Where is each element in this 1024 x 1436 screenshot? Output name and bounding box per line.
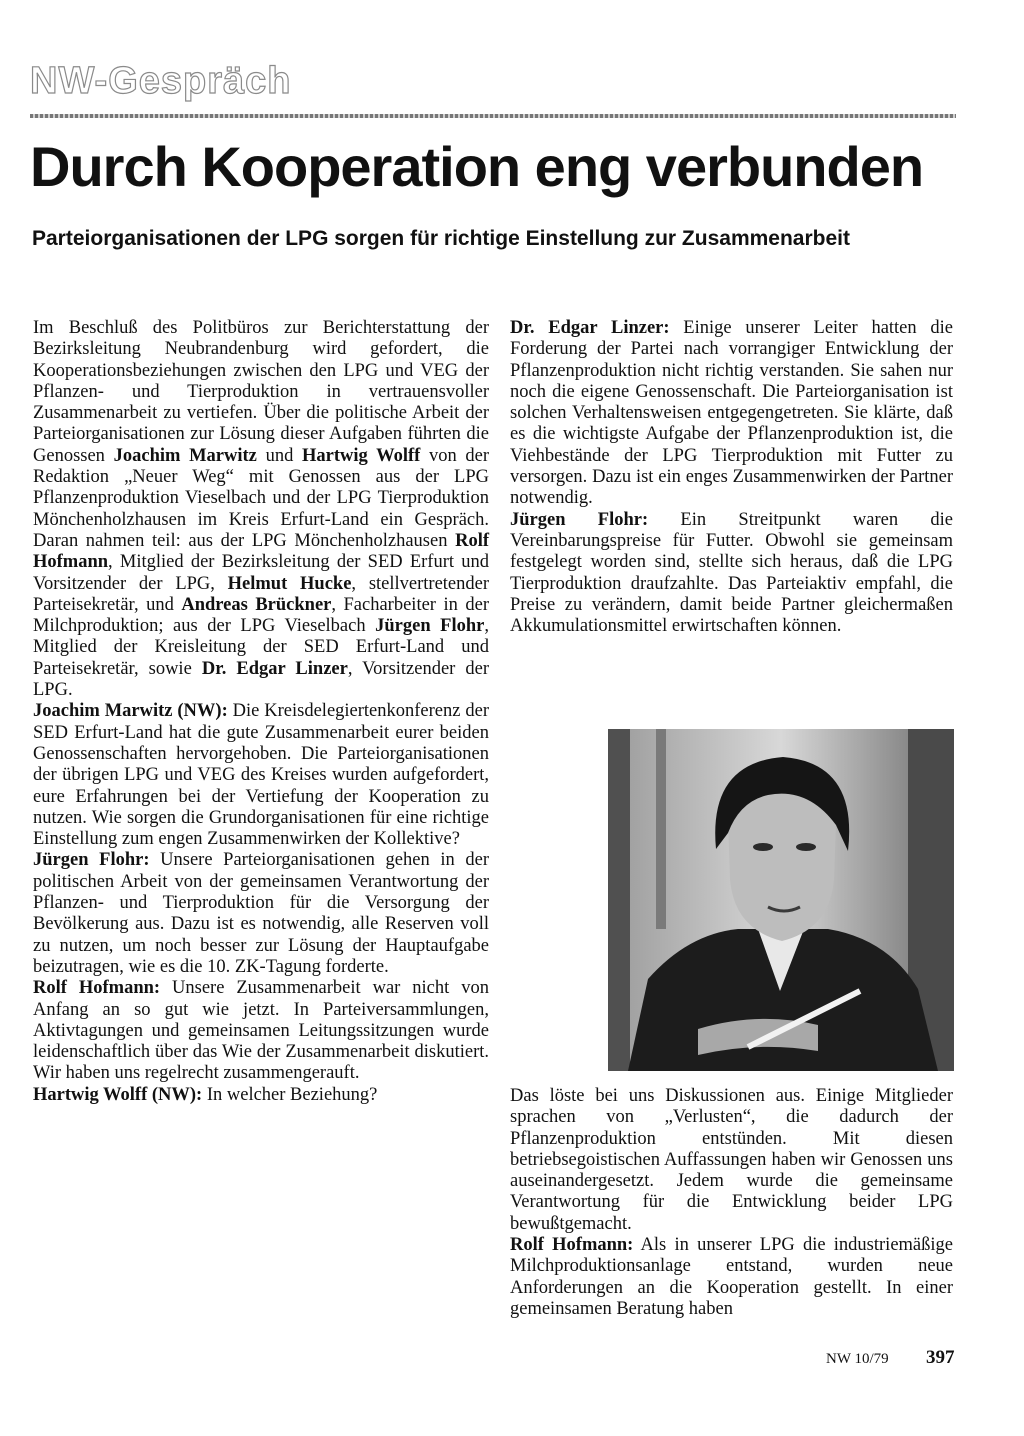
speaker-name: Hartwig Wolff (NW): xyxy=(33,1084,203,1105)
intro-text: von der Redaktion „Neuer Weg“ mit Genossen aus der LPG Pflanzenproduktion Vieselbach und der LPG Tierproduktion Mönchenholzhausen im Kreis Erfurt-Land ein Gespräch. Daran nahmen teil: aus der LPG Mönchenholzhausen xyxy=(33,445,489,551)
speaker-name: Joachim Marwitz (NW): xyxy=(33,701,228,722)
paragraph-text: Einige unserer Leiter hatten die Forderung der Partei nach vorrangiger Entwicklung der Pflanzenproduktion nicht richtig verstanden. Sie sahen nur noch die eigene Genossenschaft. Die Parteiorganisation ist solchen Verhaltensweisen entgegengetreten. Sie klärte, daß es die wichtigste Aufgabe der Pflanzenproduktion ist, die Viehbestände der LPG Tierproduktion mit Futter zu versorgen. Dazu ist ein enges Zusammenwirken der Partner notwendig. xyxy=(510,318,953,509)
paragraph-text: Unsere Parteiorganisationen gehen in der politischen Arbeit von der gemeinsamen Verantwortung der Pflanzen- und Tierproduktion für die Versorgung der Bevölkerung aus. Dazu ist es notwendig, alle Reserven voll zu nutzen, um noch besser zur Lösung der Hauptaufgabe beizutragen, wie es die 10. ZK-Tagung forderte. xyxy=(33,850,489,977)
intro-text: , Facharbeiter in der Milchproduktion; aus der LPG Vieselbach xyxy=(33,594,489,637)
intro-text: , Vorsitzender der LPG. xyxy=(33,658,490,701)
intro-text: und xyxy=(256,445,302,466)
interview-paragraph xyxy=(33,850,489,978)
speaker-name: Jürgen Flohr: xyxy=(33,850,150,871)
column-right xyxy=(510,318,953,637)
participant-name: Andreas Brückner xyxy=(181,594,332,615)
participant-name: Dr. Edgar Linzer xyxy=(201,658,348,679)
subheadline: Parteiorganisationen der LPG sorgen für richtige Einstellung zur Zusammenarbeit xyxy=(32,227,850,250)
column-left xyxy=(33,318,489,1106)
interview-paragraph xyxy=(510,1235,953,1320)
participant-name: Jürgen Flohr xyxy=(375,616,485,637)
speaker-name: Rolf Hofmann: xyxy=(33,978,161,999)
intro-text: , Mitglied der Bezirksleitung der SED Erfurt und Vorsitzender der LPG, xyxy=(33,552,489,594)
intro-text: , stellvertretender Parteisekretär, und xyxy=(33,573,489,615)
portrait-photo xyxy=(608,729,954,1071)
interview-paragraph xyxy=(33,701,489,850)
headline: Durch Kooperation eng verbunden xyxy=(30,135,924,198)
page-number: 397 xyxy=(926,1347,955,1368)
intro-text: , Mitglied der Kreisleitung der SED Erfurt-Land und Parteisekretär, sowie xyxy=(33,616,489,679)
intro-text: Im Beschluß des Politbüros zur Berichterstattung der Bezirksleitung Neubrandenburg wird gefordert, die Kooperationsbeziehungen zwischen den LPG und VEG der Pflanzen- und Tierproduktion in vertrauensvoller Zusammenarbeit zu vertiefen. Über die politische Arbeit der Parteiorganisationen zur Lösung dieser Aufgaben führten die Genossen xyxy=(33,318,489,466)
column-right-lower xyxy=(510,1086,953,1320)
issue-reference: NW 10/79 xyxy=(826,1351,889,1367)
participant-name: Hartwig Wolff xyxy=(301,445,421,466)
interview-paragraph xyxy=(510,510,953,638)
paragraph-text: In welcher Beziehung? xyxy=(202,1084,378,1105)
participant-name: Joachim Marwitz xyxy=(113,445,257,466)
paragraph-text: Unsere Zusammenarbeit war nicht von Anfang an so gut wie jetzt. In Parteiversammlungen, Aktivtagungen und gemeinsamen Leitungssitzungen wurde leidenschaftlich über das Wie der Zusammenarbeit diskutiert. Wir haben uns regelrecht zusammengerauft. xyxy=(33,978,489,1084)
interview-paragraph xyxy=(33,1085,489,1106)
participant-name: Rolf Hofmann xyxy=(33,530,489,573)
paragraph-text: Die Kreisdelegiertenkonferenz der SED Erfurt-Land hat die gute Zusammenarbeit eurer beiden Genossenschaften hervorgehoben. Die Parteiorganisationen der übrigen LPG und VEG des Kreises wurden aufgefordert, eure Erfahrungen bei der Vertiefung der Kooperation zu nutzen. Wie sorgen die Grundorganisationen für eine richtige Einstellung zum engen Zusammenwirken der Kollektive? xyxy=(33,701,489,850)
intro-paragraph xyxy=(33,318,489,701)
paragraph-text: Das löste bei uns Diskussionen aus. Einige Mitglieder sprachen von „Verlusten“, die dadurch der Pflanzenproduktion entstünden. Mit diesen betriebsegoistischen Auffassungen haben wir Genossen uns auseinandergesetzt. Jedem wurde die gemeinsame Verantwortung für die Entwicklung beider LPG bewußtgemacht. xyxy=(510,1086,953,1234)
paragraph-text: Ein Streitpunkt waren die Vereinbarungspreise für Futter. Obwohl sie gemeinsam festgelegt worden sind, stellte sich heraus, daß die LPG Tierproduktion draufzahlte. Das Parteiaktiv empfahl, die Preise zu verändern, damit beide Partner gleichermaßen Akkumulationsmittel erwirtschaften können. xyxy=(510,509,953,637)
kicker: NW-Gespräch xyxy=(30,60,292,102)
speaker-name: Jürgen Flohr: xyxy=(510,509,649,530)
interview-paragraph xyxy=(510,1086,953,1235)
kicker-rule xyxy=(30,114,956,118)
interview-paragraph xyxy=(33,978,489,1084)
paragraph-text: Als in unserer LPG die industriemäßige Milchproduktionsanlage entstand, wurden neue Anforderungen an die Kooperation gestellt. In einer gemeinsamen Beratung haben xyxy=(510,1235,953,1319)
interview-paragraph xyxy=(510,318,953,510)
speaker-name: Dr. Edgar Linzer: xyxy=(510,318,670,338)
speaker-name: Rolf Hofmann: xyxy=(510,1235,634,1256)
portrait-illustration xyxy=(608,729,954,1071)
participant-name: Helmut Hucke xyxy=(227,573,352,594)
